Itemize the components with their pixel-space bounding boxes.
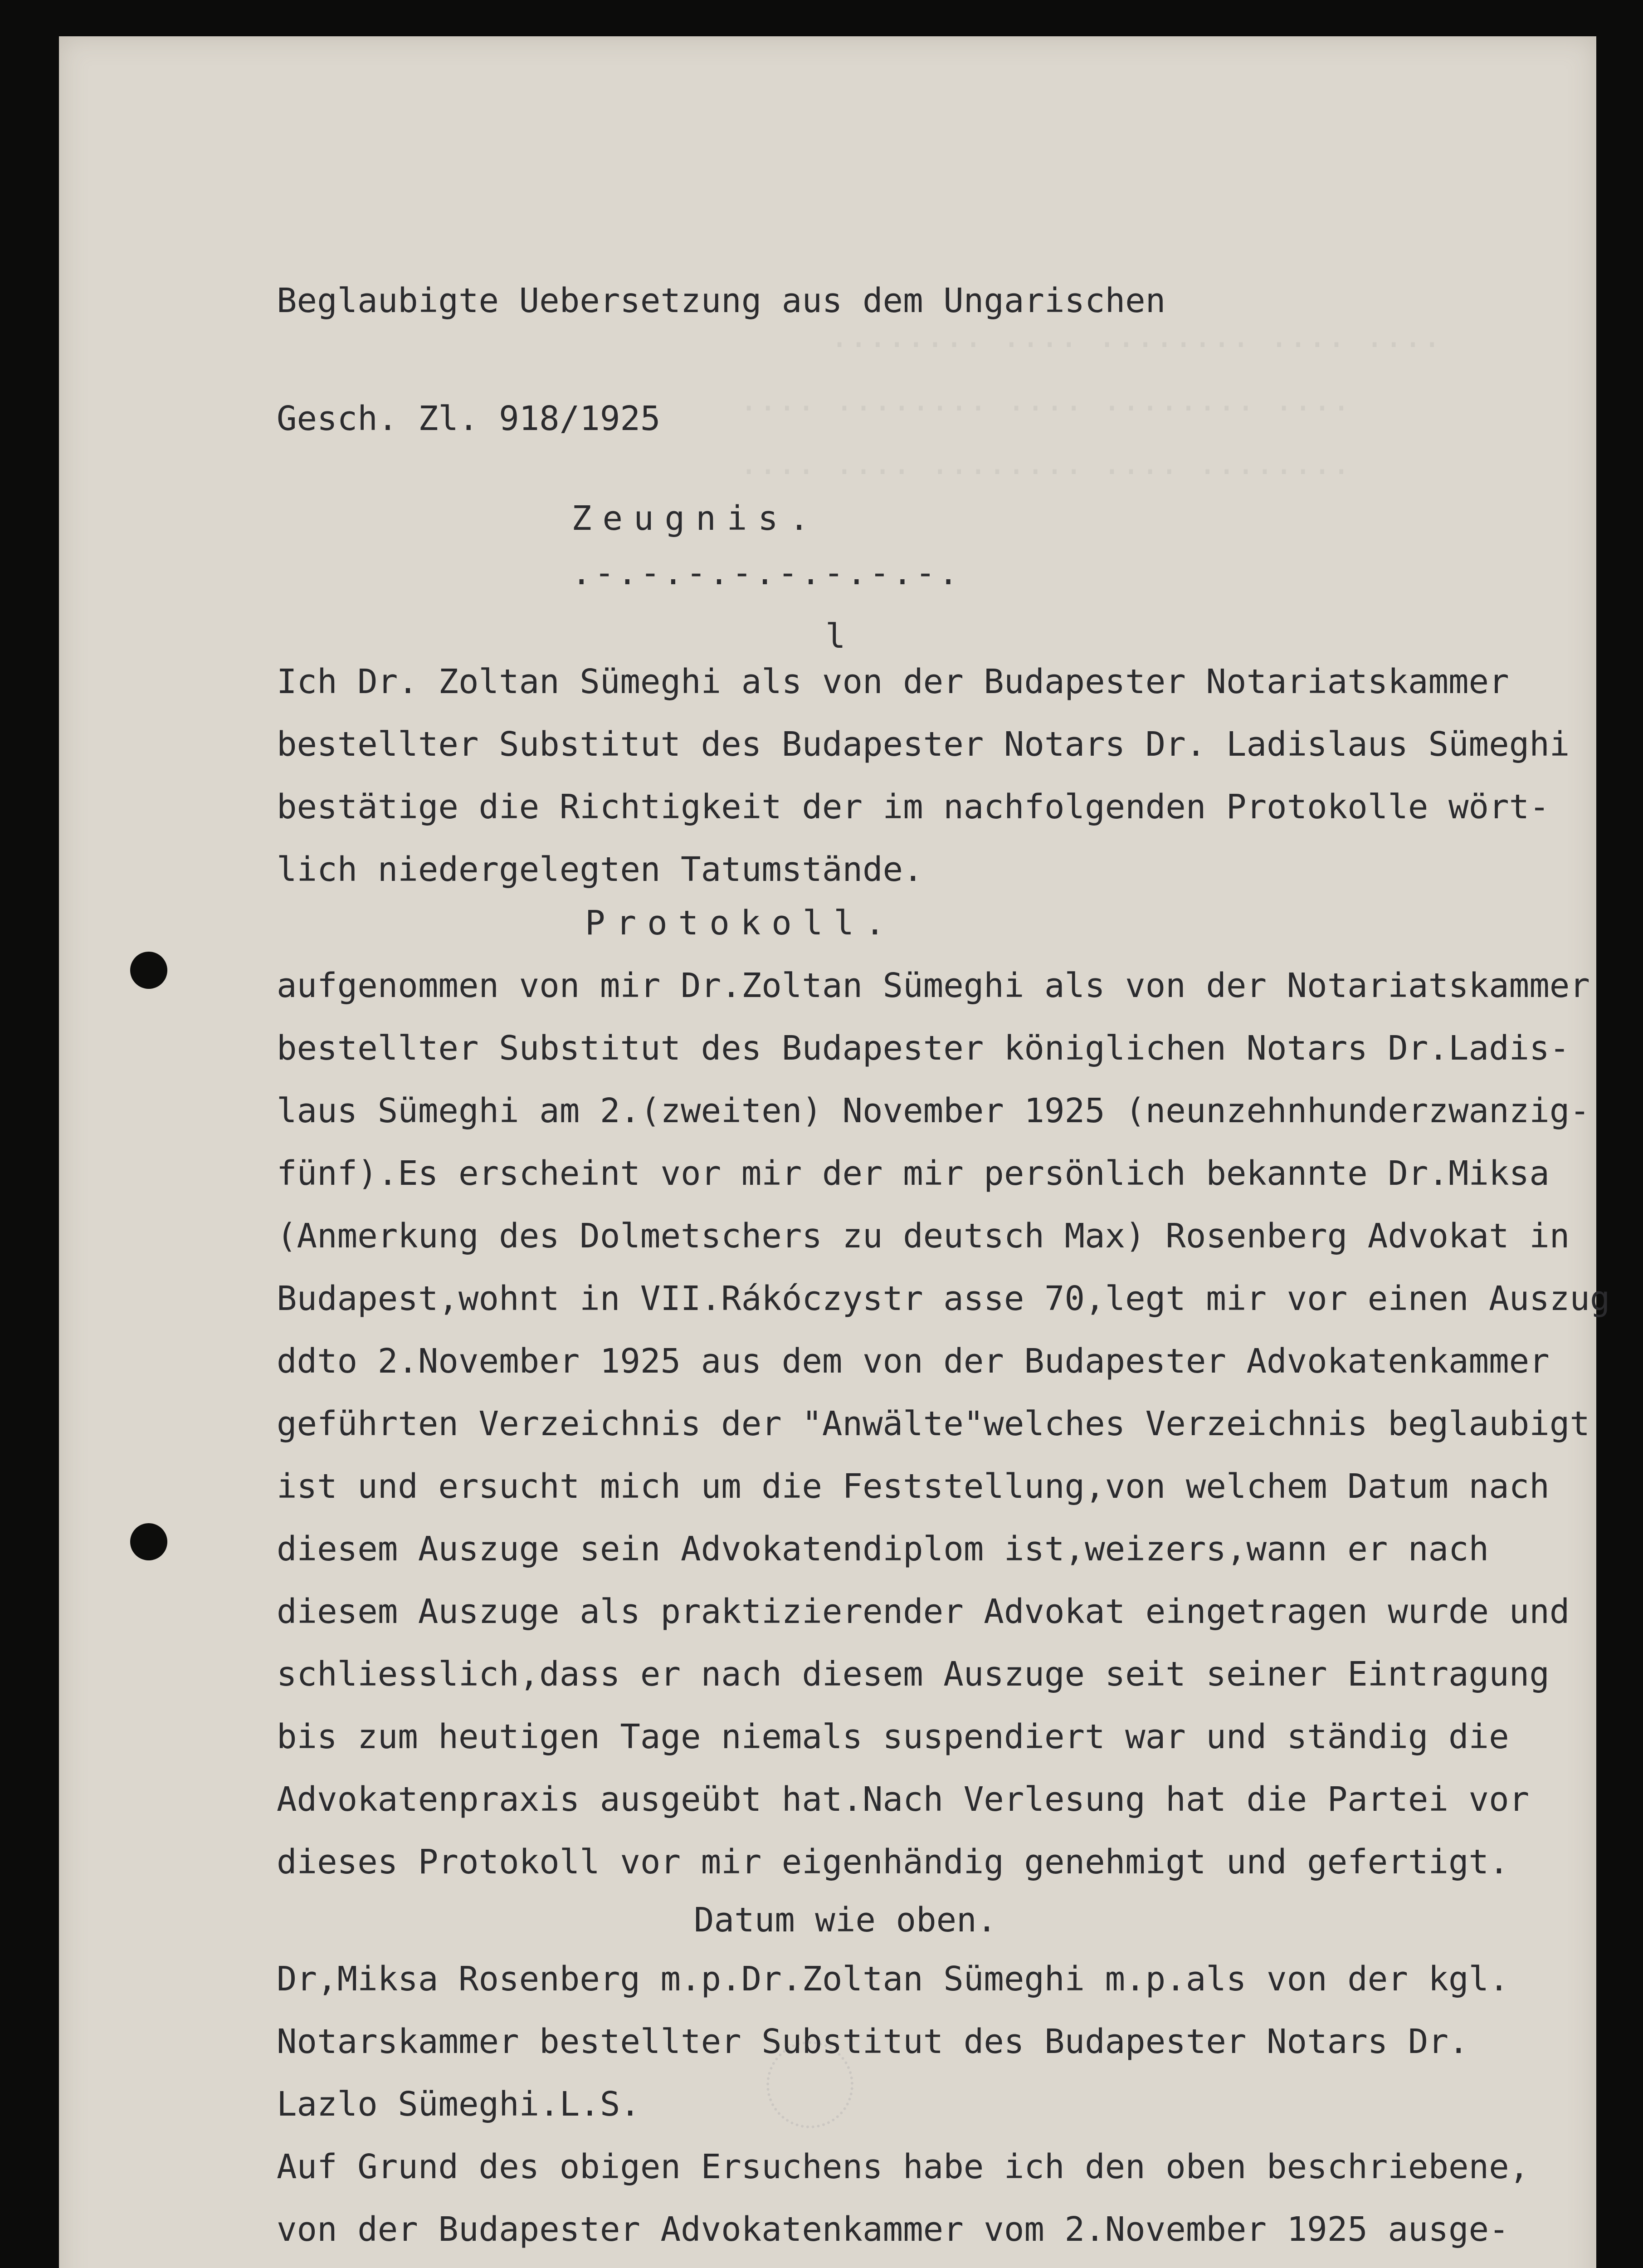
closing-line: Dr,Miksa Rosenberg m.p.Dr.Zoltan Sümeghi m.p.als von der kgl. [277,1960,1509,1999]
protocol-line: diesem Auszuge sein Advokatendiplom ist,weizers,wann er nach [277,1530,1489,1569]
date-line: Datum wie oben. [694,1901,997,1940]
bleed-through-text: .... .... ........ .... ........ [830,318,1442,355]
document-title: Zeugnis. [571,499,820,538]
stray-mark: l [825,617,846,656]
protocol-line: Budapest,wohnt in VII.Rákóczystr asse 70,legt mir vor einen Auszug [277,1279,1610,1318]
header-line: Beglaubigte Uebersetzung aus dem Ungarischen [277,281,1166,320]
protocol-line: bis zum heutigen Tage niemals suspendiert war und ständig die [277,1717,1509,1756]
bleed-through-text: .... ........ .... ........ .... [739,381,1351,418]
protocol-line: aufgenommen von mir Dr.Zoltan Sümeghi als von der Notariatskammer [277,966,1590,1005]
intro-line: Ich Dr. Zoltan Sümeghi als von der Budapester Notariatskammer [277,662,1509,701]
protocol-line: ddto 2.November 1925 aus dem von der Budapester Advokatenkammer [277,1342,1550,1381]
closing-line: Auf Grund des obigen Ersuchens habe ich den oben beschriebene, [277,2147,1530,2186]
intro-line: bestellter Substitut des Budapester Notars Dr. Ladislaus Sümeghi [277,725,1570,764]
punch-hole-upper [130,952,167,989]
closing-line: Notarskammer bestellter Substitut des Budapester Notars Dr. [277,2022,1469,2061]
protocol-line: diesem Auszuge als praktizierender Advokat eingetragen wurde und [277,1592,1570,1631]
protocol-line: dieses Protokoll vor mir eigenhändig genehmigt und gefertigt. [277,1843,1509,1882]
protocol-line: geführten Verzeichnis der "Anwälte"welches Verzeichnis beglaubigt [277,1404,1590,1443]
intro-line: bestätige die Richtigkeit der im nachfolgenden Protokolle wört- [277,787,1550,826]
protocol-line: schliesslich,dass er nach diesem Auszuge seit seiner Eintragung [277,1655,1550,1694]
reference-number: Gesch. Zl. 918/1925 [277,399,661,438]
bleed-through-text: ........ .... ........ .... .... [739,445,1351,482]
protocol-line: laus Sümeghi am 2.(zweiten) November 1925 (neunzehnhunderzwanzig- [277,1091,1590,1130]
protocol-line: bestellter Substitut des Budapester königlichen Notars Dr.Ladis- [277,1029,1570,1068]
punch-hole-lower [130,1523,167,1560]
closing-line: Lazlo Sümeghi.L.S. [277,2085,640,2124]
intro-line: lich niedergelegten Tatumstände. [277,850,923,889]
protocol-line: Advokatenpraxis ausgeübt hat.Nach Verlesung hat die Partei vor [277,1780,1530,1819]
protocol-line: ist und ersucht mich um die Feststellung,von welchem Datum nach [277,1467,1550,1506]
document-page [59,36,1610,2268]
title-underline: .-.-.-.-.-.-.-.-. [571,553,961,592]
protocol-heading: Protokoll. [585,904,896,943]
protocol-line: (Anmerkung des Dolmetschers zu deutsch Max) Rosenberg Advokat in [277,1217,1570,1256]
protocol-line: fünf).Es erscheint vor mir der mir persönlich bekannte Dr.Miksa [277,1154,1550,1193]
closing-line: von der Budapester Advokatenkammer vom 2.November 1925 ausge- [277,2210,1509,2249]
